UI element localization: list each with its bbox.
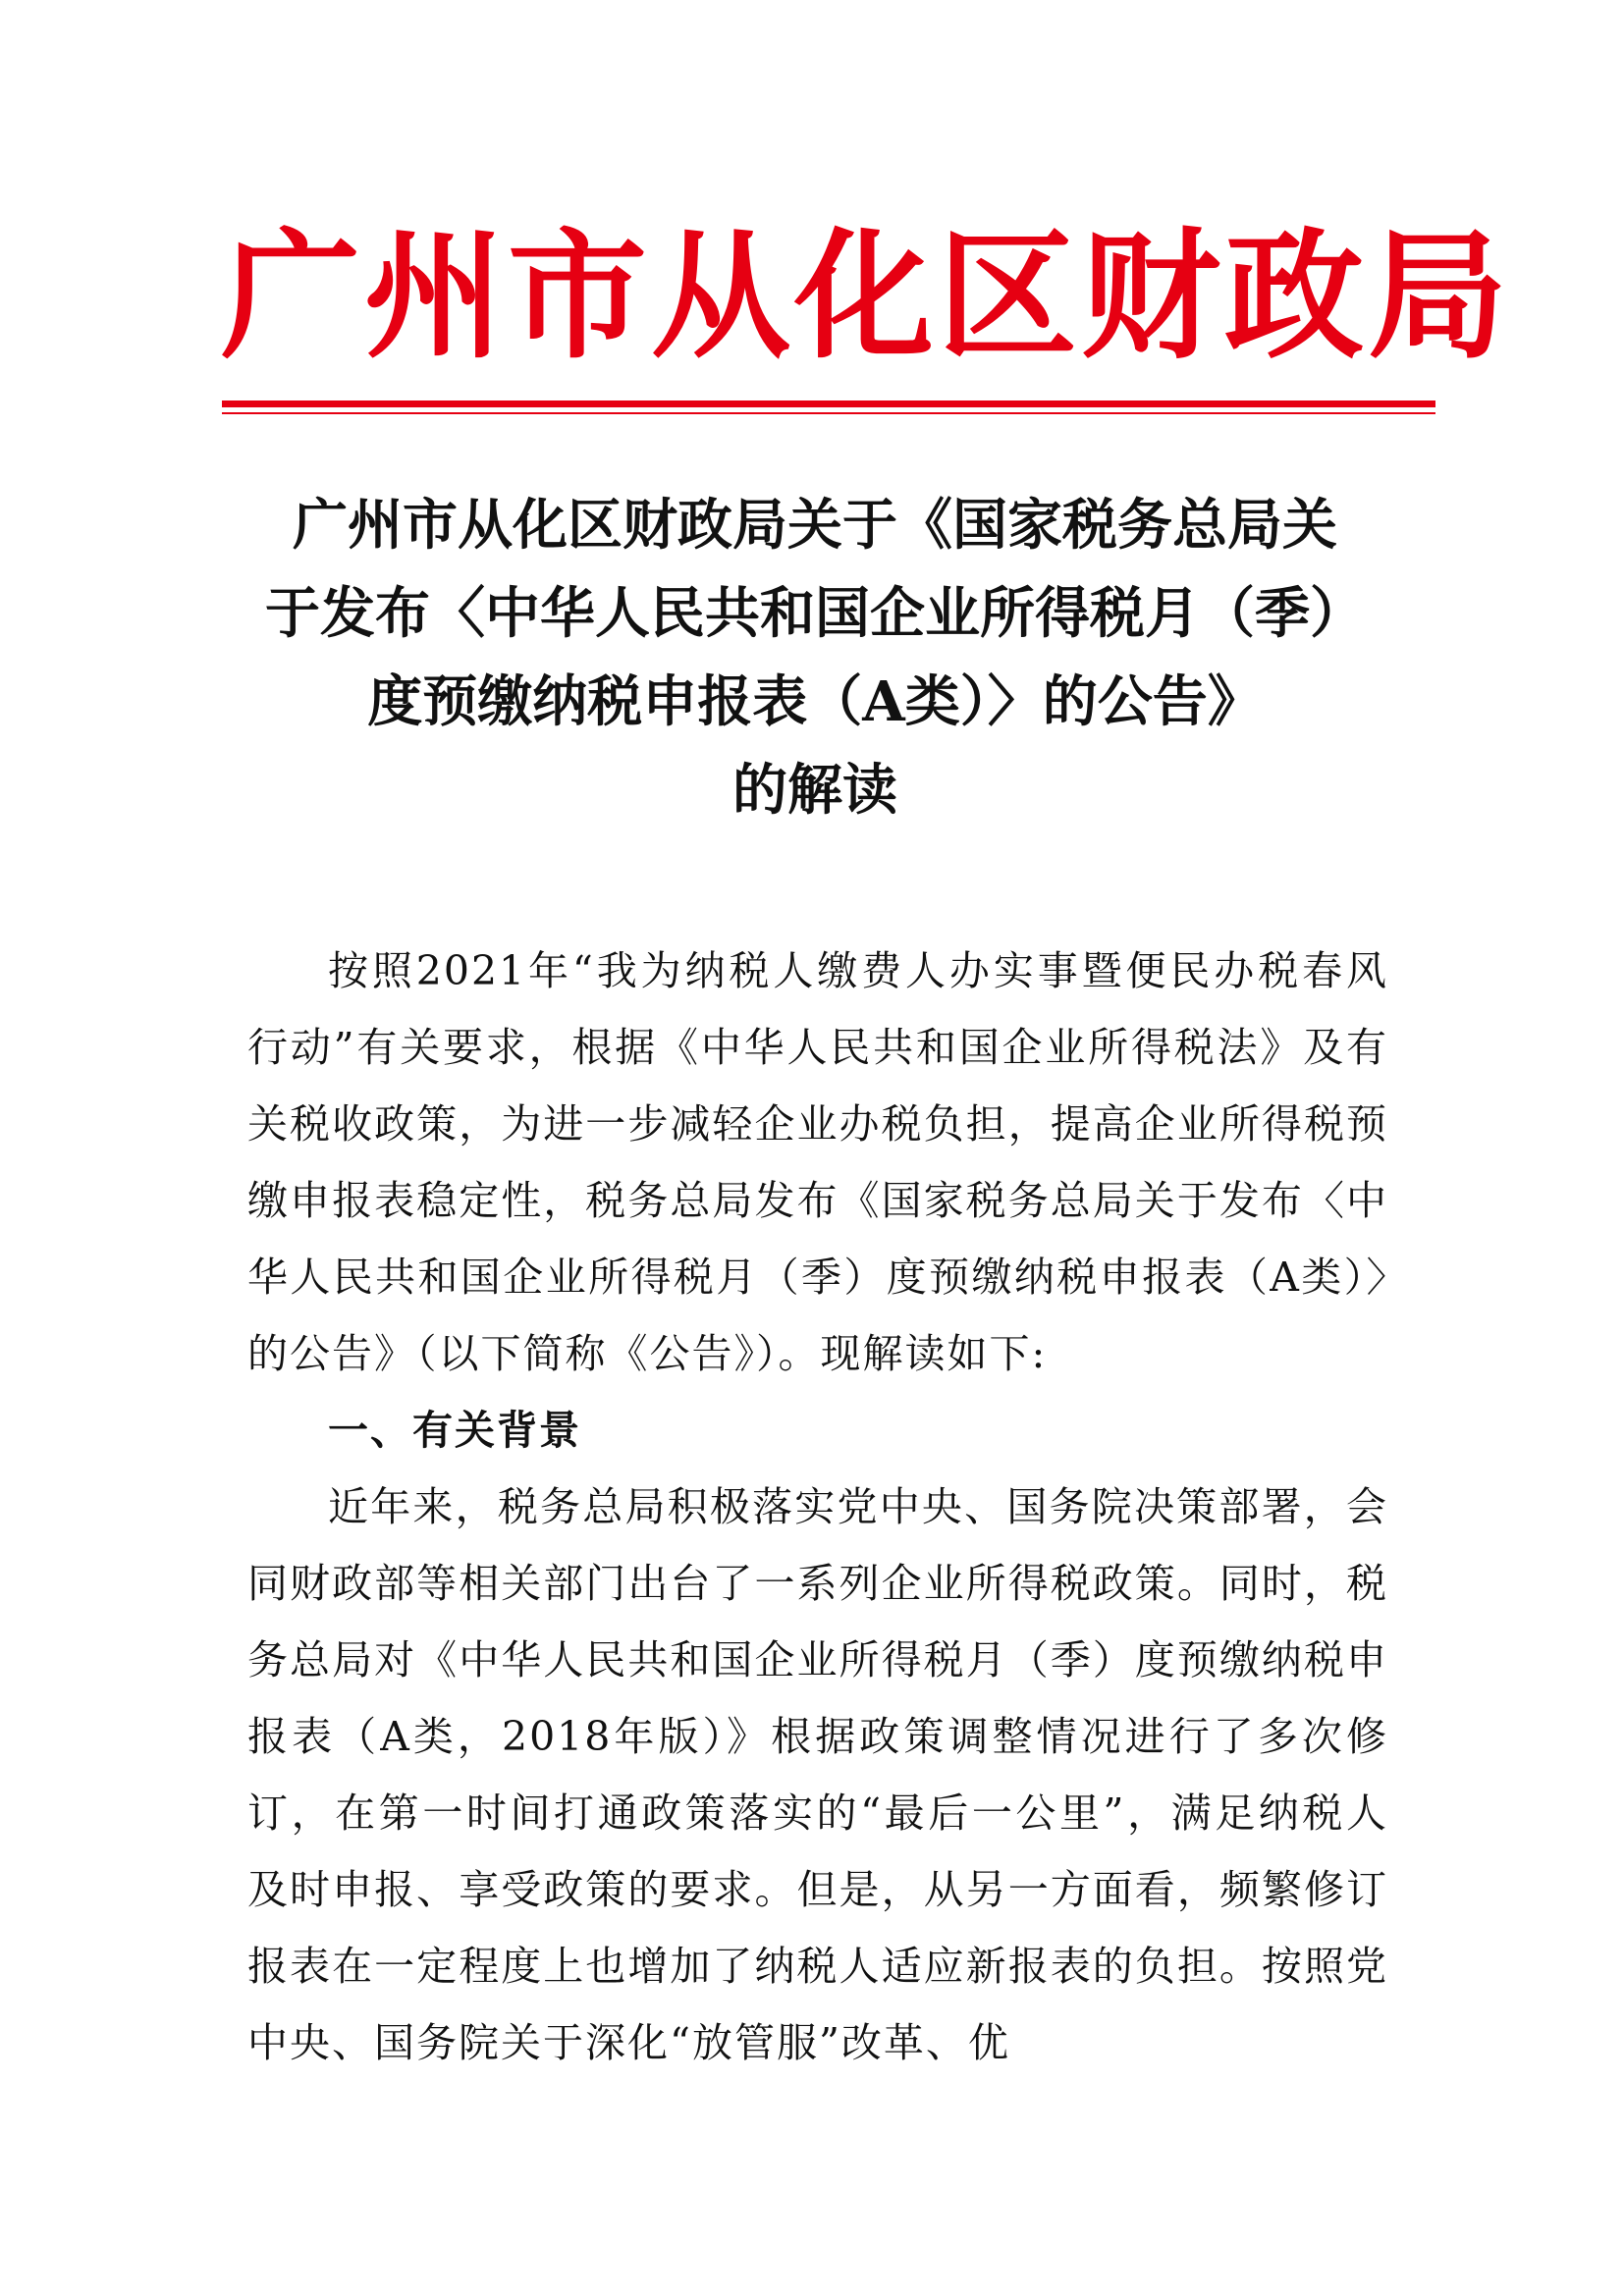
title-line-1: 广州市从化区财政局关于《国家税务总局关 bbox=[293, 493, 1337, 558]
red-divider-thin bbox=[222, 412, 1435, 414]
intro-paragraph: 按照2021年“我为纳税人缴费人办实事暨便民办税春风行动”有关要求，根据《中华人民共和国企业所得税法》及有关税收政策，为进一步减轻企业办税负担，提高企业所得税预缴申报表稳定性，税务总局发布《国家税务总局关于发布〈中华人民共和国企业所得税月（季）度预缴纳税申报表（A类）〉的公告》（以下简称《公告》）。现解读如下: bbox=[247, 947, 1388, 1377]
red-divider-thick bbox=[222, 400, 1435, 407]
title-line-4: 的解读 bbox=[732, 758, 897, 823]
section-1-heading: 一、有关背景 bbox=[328, 1407, 581, 1454]
title-line-3: 度预缴纳税申报表（A类）〉的公告》 bbox=[367, 669, 1263, 734]
title-line-2: 于发布〈中华人民共和国企业所得税月（季） bbox=[265, 581, 1365, 646]
section-1-paragraph: 近年来，税务总局积极落实党中央、国务院决策部署，会同财政部等相关部门出台了一系列企业所得税政策。同时，税务总局对《中华人民共和国企业所得税月（季）度预缴纳税申报表（A类，2018年版）》根据政策调整情况进行了多次修订，在第一时间打通政策落实的“最后一公里”，满足纳税人及时申报、享受政策的要求。但是，从另一方面看，频繁修订报表在一定程度上也增加了纳税人适应新报表的负担。按照党中央、国务院关于深化“放管服”改革、优 bbox=[247, 1483, 1388, 2066]
issuer-masthead: 广州市从化区财政局 bbox=[221, 216, 1511, 378]
document-title bbox=[226, 481, 1404, 834]
document-body bbox=[247, 933, 1388, 2081]
